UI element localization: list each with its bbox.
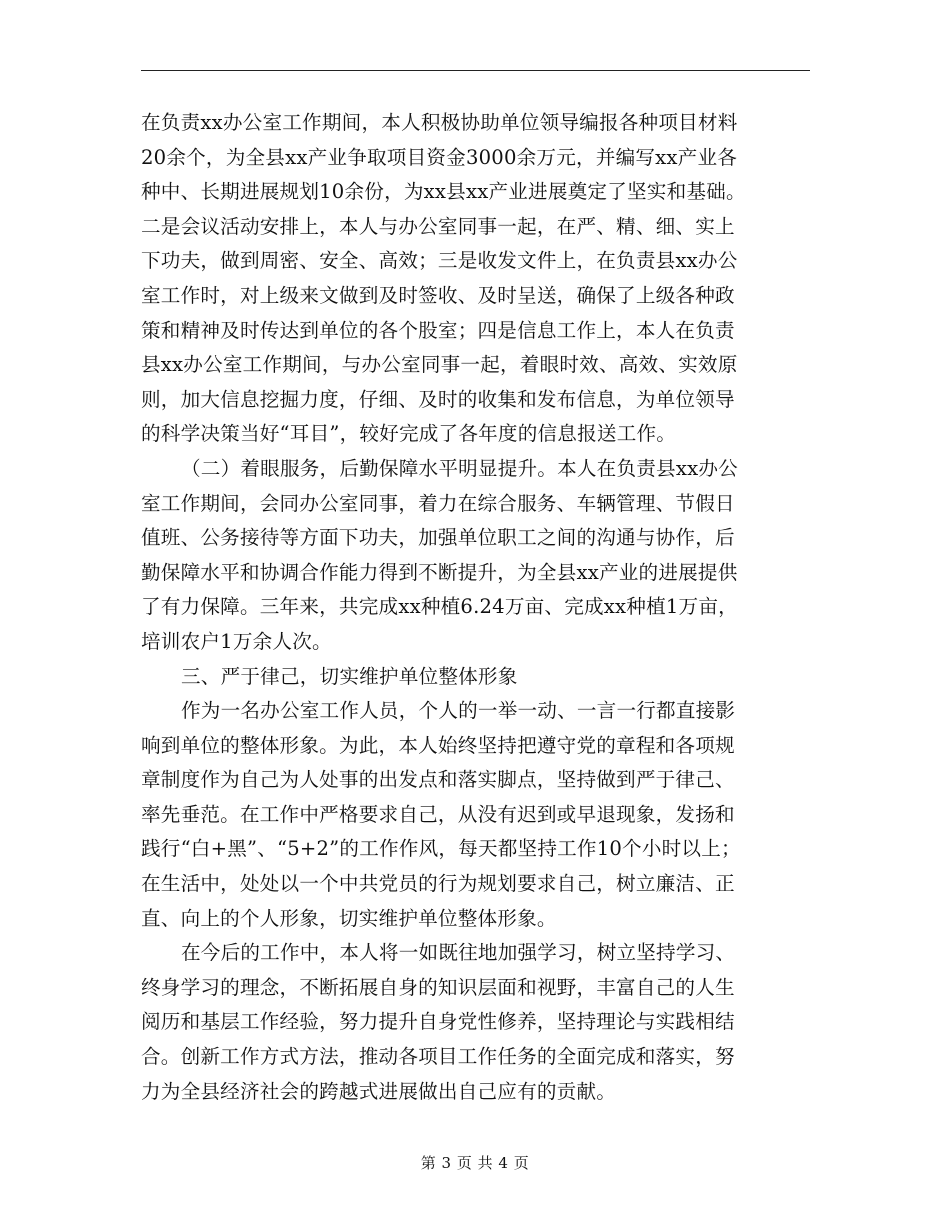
text-line: 室工作期间，会同办公室同事，着力在综合服务、车辆管理、节假日 — [141, 491, 735, 515]
text-line: 章制度作为自己为人处事的出发点和落实脚点，坚持做到严于律己、 — [141, 768, 735, 792]
text-line: 阅历和基层工作经验，努力提升自身党性修养，坚持理论与实践相结 — [141, 1010, 735, 1034]
section-heading: 三、严于律己，切实维护单位整体形象 — [181, 664, 518, 688]
text-line: 二是会议活动安排上，本人与办公室同事一起，在严、精、细、实上 — [141, 214, 735, 238]
text-line: 县xx办公室工作期间，与办公室同事一起，着眼时效、高效、实效原 — [141, 353, 738, 377]
header-rule — [141, 70, 810, 71]
document-body — [141, 106, 813, 1109]
text-line: 直、向上的个人形象，切实维护单位整体形象。 — [141, 906, 557, 930]
text-line: 践行“白+黑”、“5+2”的工作作风，每天都坚持工作10个小时以上； — [141, 837, 741, 861]
text-line: 了有力保障。三年来，共完成xx种植6.24万亩、完成xx种植1万亩， — [141, 595, 738, 619]
text-line: 勤保障水平和协调合作能力得到不断提升，为全县xx产业的进展提供 — [141, 560, 738, 584]
text-line: 终身学习的理念，不断拓展自身的知识层面和视野，丰富自己的人生 — [141, 975, 735, 999]
text-line: 20余个，为全县xx产业争取项目资金3000余万元，并编写xx产业各 — [141, 145, 738, 169]
text-line: 合。创新工作方式方法，推动各项目工作任务的全面完成和落实，努 — [141, 1045, 735, 1069]
text-line: 力为全县经济社会的跨越式进展做出自己应有的贡献。 — [141, 1079, 617, 1103]
text-line: 在生活中，处处以一个中共党员的行为规划要求自己，树立廉洁、正 — [141, 872, 735, 896]
text-line: 率先垂范。在工作中严格要求自己，从没有迟到或早退现象，发扬和 — [141, 802, 735, 826]
text-line: 培训农户1万余人次。 — [141, 629, 332, 653]
text-line: 策和精神及时传达到单位的各个股室；四是信息工作上，本人在负责 — [141, 318, 735, 342]
paragraph-first-line: 在今后的工作中，本人将一如既往地加强学习，树立坚持学习、 — [181, 941, 736, 965]
paragraph-first-line: （二）着眼服务，后勤保障水平明显提升。本人在负责县xx办公 — [181, 456, 738, 480]
text-line: 响到单位的整体形象。为此，本人始终坚持把遵守党的章程和各项规 — [141, 733, 735, 757]
text-line: 下功夫，做到周密、安全、高效；三是收发文件上，在负责县xx办公 — [141, 249, 738, 273]
text-line: 在负责xx办公室工作期间，本人积极协助单位领导编报各种项目材料 — [141, 111, 738, 134]
text-line: 值班、公务接待等方面下功夫，加强单位职工之间的沟通与协作，后 — [141, 526, 735, 550]
text-line: 的科学决策当好“耳目”，较好完成了各年度的信息报送工作。 — [141, 422, 677, 446]
text-line: 室工作时，对上级来文做到及时签收、及时呈送，确保了上级各种政 — [141, 283, 735, 307]
page-footer: 第 3 页 共 4 页 — [420, 1154, 530, 1172]
paragraph-first-line: 作为一名办公室工作人员，个人的一举一动、一言一行都直接影 — [181, 699, 736, 723]
text-line: 则，加大信息挖掘力度，仔细、及时的收集和发布信息，为单位领导 — [141, 387, 735, 411]
text-line: 种中、长期进展规划10余份，为xx县xx产业进展奠定了坚实和基础。 — [141, 180, 746, 204]
